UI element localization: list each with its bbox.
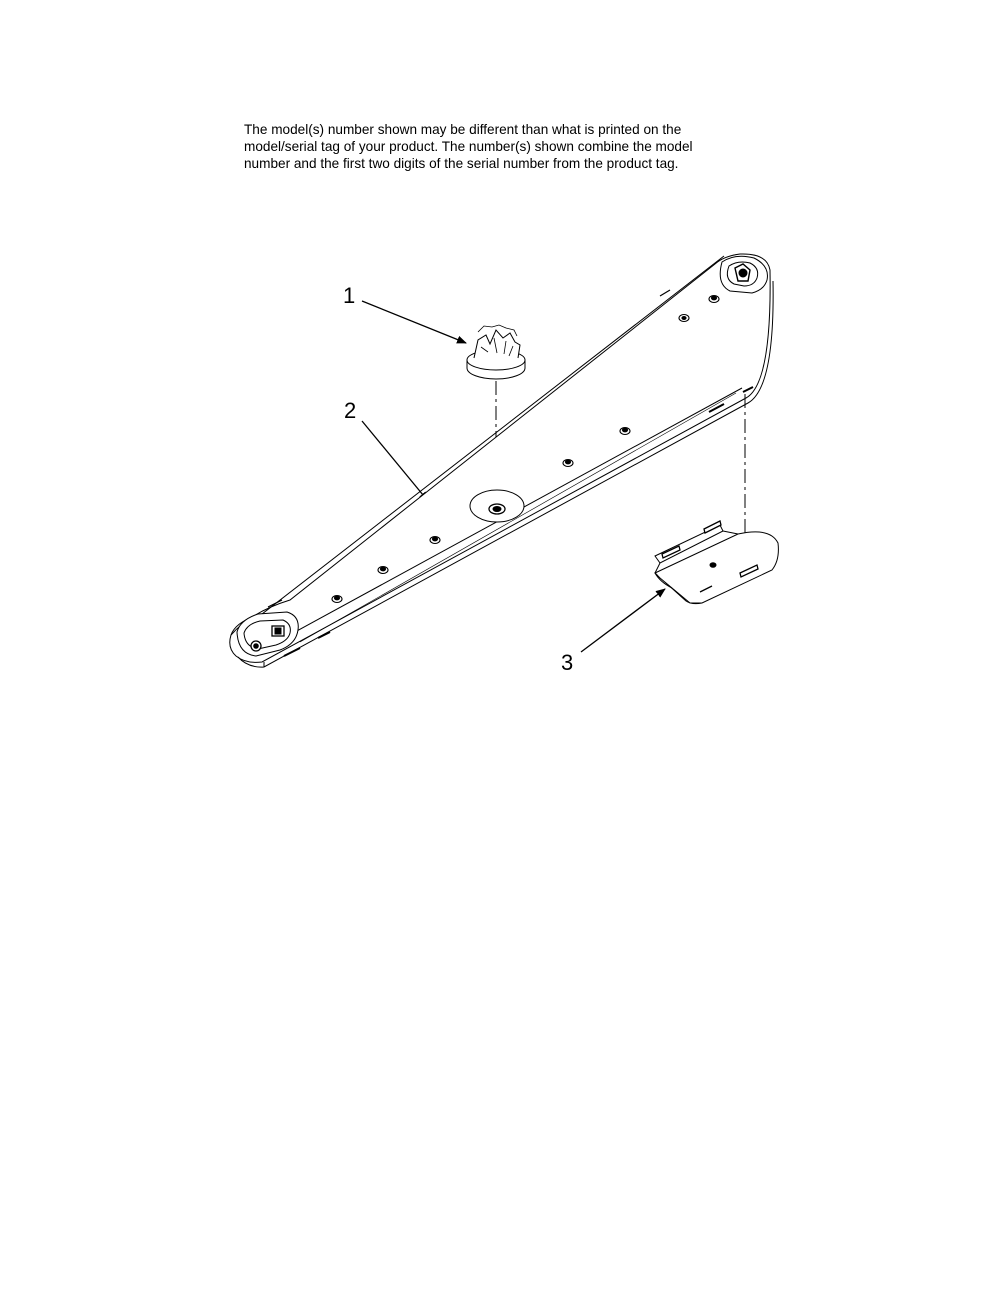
callout-2-leader [362, 421, 428, 501]
note-line-2: model/serial tag of your product. The number(s) shown combine the model [244, 139, 693, 154]
callout-1-leader [362, 301, 466, 343]
spray-arm-icon [230, 254, 773, 667]
callout-1: 1 [343, 283, 356, 308]
note-line-3: number and the first two digits of the serial number from the product tag. [244, 156, 679, 171]
bracket-icon [655, 521, 778, 604]
callout-2: 2 [344, 398, 357, 423]
note-line-1: The model(s) number shown may be different than what is printed on the [244, 122, 682, 137]
callout-3: 3 [561, 650, 574, 675]
nut-icon [467, 325, 525, 379]
callout-3-leader [581, 589, 665, 652]
